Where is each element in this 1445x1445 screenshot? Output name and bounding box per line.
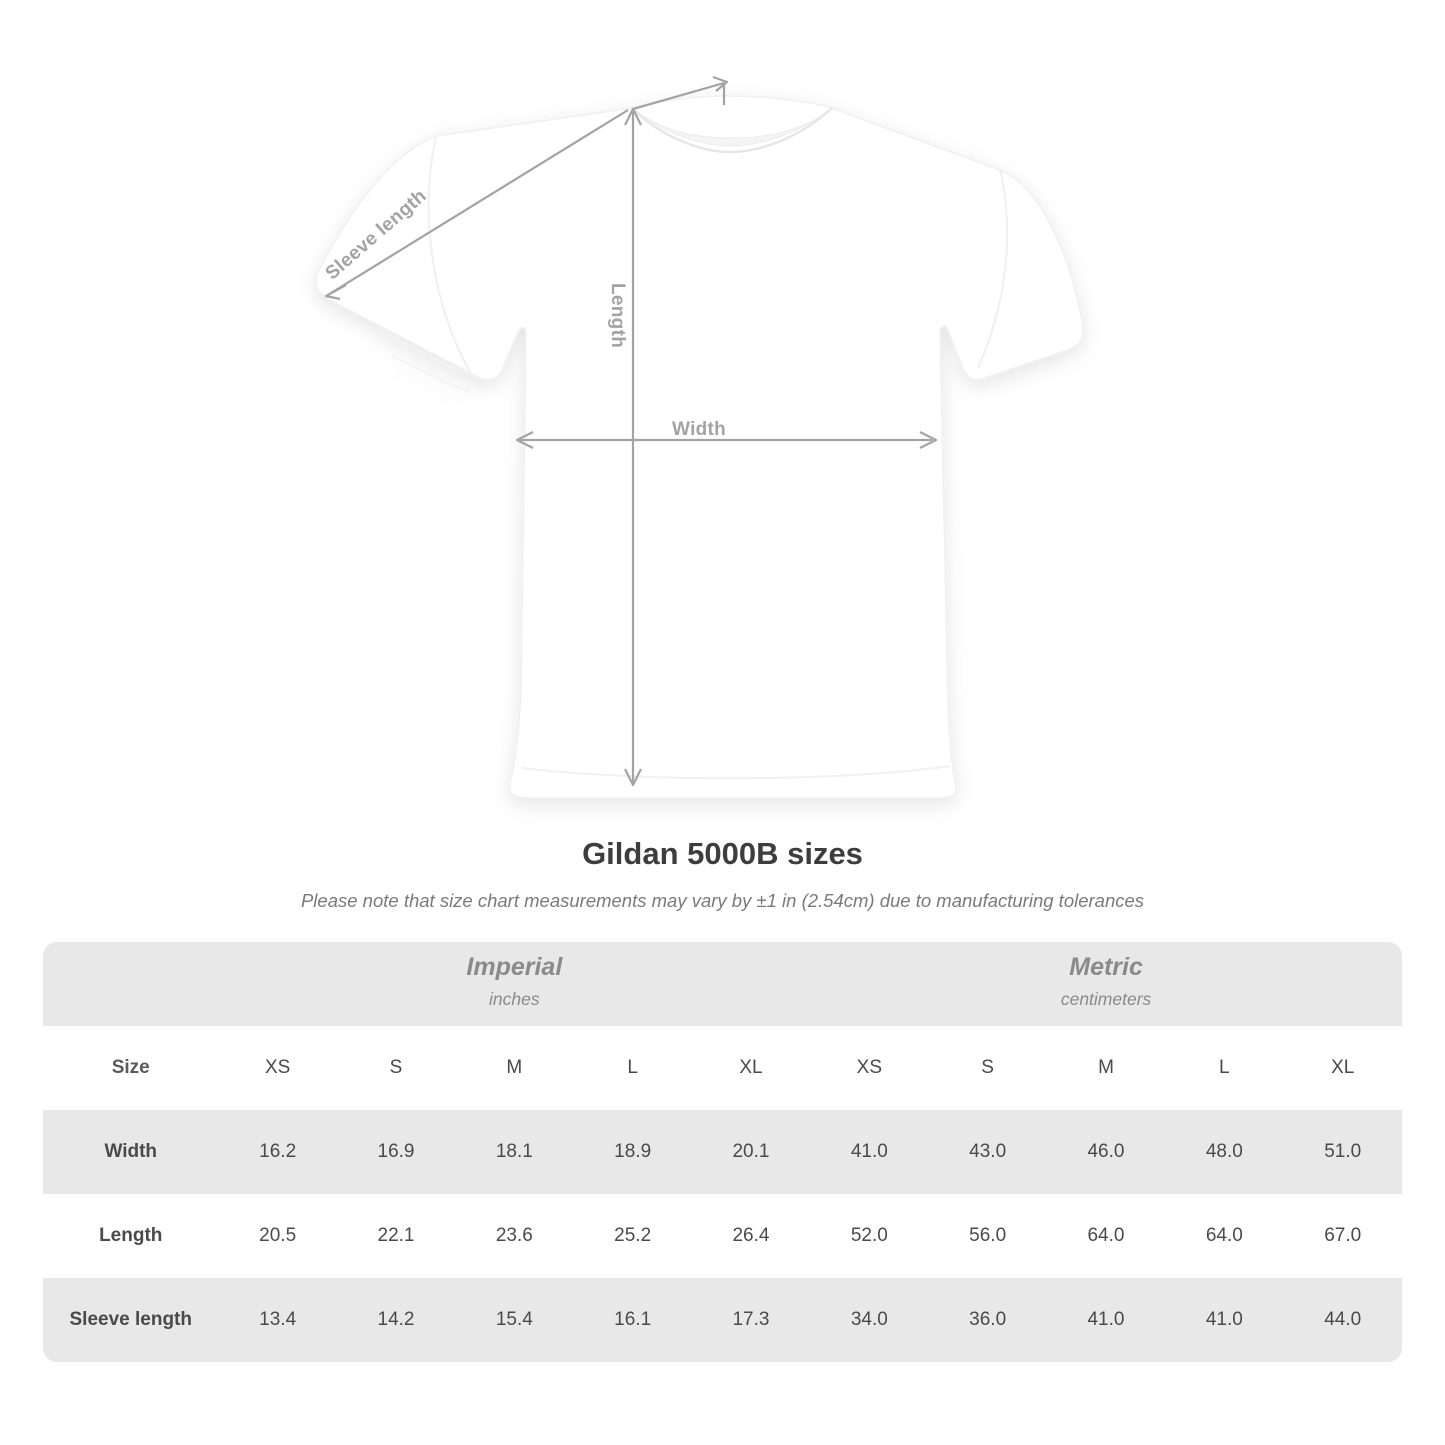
cell-width-metric-m: 46.0 [1047, 1110, 1165, 1194]
cell-sleeve-imperial-xl: 17.3 [692, 1278, 810, 1362]
cell-sleeve-metric-m: 41.0 [1047, 1278, 1165, 1362]
cell-length-imperial-m: 23.6 [455, 1194, 573, 1278]
cell-width-imperial-l: 18.9 [573, 1110, 691, 1194]
cell-length-metric-xl: 67.0 [1283, 1194, 1402, 1278]
unit-imperial-sub: inches [489, 989, 540, 1009]
column-header-metric-s: S [928, 1026, 1046, 1110]
table-row [43, 1194, 1402, 1278]
sleeve-length-label: Sleeve length [321, 185, 431, 285]
page-title: Gildan 5000B sizes [582, 836, 863, 871]
width-label: Width [672, 419, 727, 440]
title-block [0, 836, 1445, 912]
size-table-wrap [43, 942, 1402, 1362]
length-label: Length [607, 283, 628, 349]
column-header-imperial-s: S [337, 1026, 455, 1110]
cell-width-imperial-xs: 16.2 [219, 1110, 337, 1194]
row-label-length: Length [43, 1194, 219, 1278]
column-header-imperial-xl: XL [692, 1026, 810, 1110]
cell-length-imperial-l: 25.2 [573, 1194, 691, 1278]
column-header-metric-xs: XS [810, 1026, 928, 1110]
tolerance-note: Please note that size chart measurements may vary by ±1 in (2.54cm) due to manufacturing tolerances [300, 890, 1145, 911]
cell-width-imperial-xl: 20.1 [692, 1110, 810, 1194]
column-header-metric-m: M [1047, 1026, 1165, 1110]
cell-sleeve-imperial-l: 16.1 [573, 1278, 691, 1362]
cell-sleeve-metric-l: 41.0 [1165, 1278, 1283, 1362]
unit-group-imperial [219, 942, 811, 1026]
column-header-metric-l: L [1165, 1026, 1283, 1110]
cell-sleeve-metric-s: 36.0 [928, 1278, 1046, 1362]
unit-metric-name: Metric [1069, 952, 1143, 981]
column-header-imperial-m: M [455, 1026, 573, 1110]
cell-length-imperial-xl: 26.4 [692, 1194, 810, 1278]
cell-width-metric-s: 43.0 [928, 1110, 1046, 1194]
unit-imperial-name: Imperial [466, 952, 563, 981]
cell-sleeve-imperial-m: 15.4 [455, 1278, 573, 1362]
unit-spacer [43, 942, 219, 1026]
table-header-row [43, 1026, 1402, 1110]
cell-length-imperial-xs: 20.5 [219, 1194, 337, 1278]
size-table [43, 942, 1402, 1362]
cell-width-imperial-m: 18.1 [455, 1110, 573, 1194]
cell-width-metric-xs: 41.0 [810, 1110, 928, 1194]
cell-sleeve-imperial-s: 14.2 [337, 1278, 455, 1362]
unit-metric-sub: centimeters [1060, 989, 1152, 1009]
cell-width-metric-xl: 51.0 [1283, 1110, 1402, 1194]
row-label-sleeve-length: Sleeve length [43, 1278, 219, 1362]
column-header-metric-xl: XL [1283, 1026, 1402, 1110]
column-header-imperial-l: L [573, 1026, 691, 1110]
row-label-width: Width [43, 1110, 219, 1194]
cell-sleeve-imperial-xs: 13.4 [219, 1278, 337, 1362]
cell-width-imperial-s: 16.9 [337, 1110, 455, 1194]
unit-header-row [43, 942, 1402, 1026]
cell-sleeve-metric-xs: 34.0 [810, 1278, 928, 1362]
column-header-imperial-xs: XS [219, 1026, 337, 1110]
cell-sleeve-metric-xl: 44.0 [1283, 1278, 1402, 1362]
cell-length-imperial-s: 22.1 [337, 1194, 455, 1278]
table-row [43, 1110, 1402, 1194]
cell-width-metric-l: 48.0 [1165, 1110, 1283, 1194]
cell-length-metric-s: 56.0 [928, 1194, 1046, 1278]
unit-group-metric [810, 942, 1402, 1026]
cell-length-metric-m: 64.0 [1047, 1194, 1165, 1278]
column-header-size: Size [43, 1026, 219, 1110]
cell-length-metric-xs: 52.0 [810, 1194, 928, 1278]
table-row [43, 1278, 1402, 1362]
cell-length-metric-l: 64.0 [1165, 1194, 1283, 1278]
